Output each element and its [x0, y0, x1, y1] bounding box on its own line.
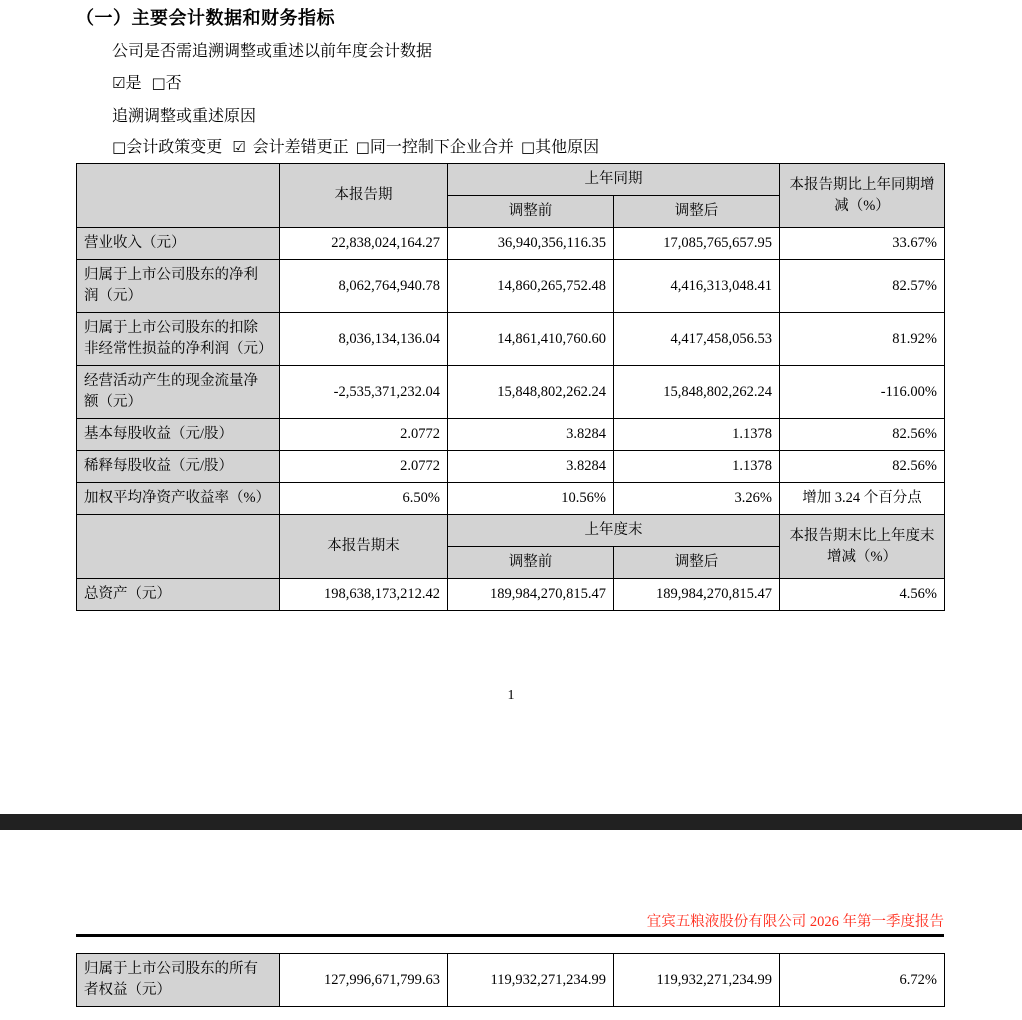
no-checkbox[interactable]: □ — [151, 74, 166, 92]
header-prior-period: 上年同期 — [448, 164, 780, 196]
cell-prior-before: 36,940,356,116.35 — [448, 228, 614, 260]
cell-change: 82.57% — [780, 260, 945, 313]
reason-heading-text: 追溯调整或重述原因 — [112, 108, 257, 125]
reason-label-other: 其他原因 — [535, 139, 600, 156]
cell-change: 81.92% — [780, 313, 945, 366]
row-label: 加权平均净资产收益率（%） — [77, 483, 280, 515]
table-header-row-2 — [77, 515, 945, 547]
cell-prior-after: 189,984,270,815.47 — [614, 579, 780, 611]
reason-checkbox-accounting-policy-change[interactable]: □ — [112, 138, 127, 156]
row-label: 总资产（元） — [77, 579, 280, 611]
cell-current: 2.0772 — [280, 451, 448, 483]
cell-prior-before: 3.8284 — [448, 419, 614, 451]
cell-change: 4.56% — [780, 579, 945, 611]
subheader2-after-adjust: 调整后 — [614, 547, 780, 579]
cell-prior-before: 119,932,271,234.99 — [448, 954, 614, 1007]
cell-current: 8,062,764,940.78 — [280, 260, 448, 313]
cell-prior-after: 4,416,313,048.41 — [614, 260, 780, 313]
table-row — [77, 228, 945, 260]
row-label: 归属于上市公司股东的所有者权益（元） — [77, 954, 280, 1007]
reason-label-common-control-merger: 同一控制下企业合并 — [369, 139, 514, 156]
row-label: 基本每股收益（元/股） — [77, 419, 280, 451]
table-row — [77, 419, 945, 451]
subheader-after-adjust: 调整后 — [614, 196, 780, 228]
subheader2-before-adjust: 调整前 — [448, 547, 614, 579]
reason-label-accounting-policy-change: 会计政策变更 — [126, 139, 223, 156]
cell-prior-before: 14,860,265,752.48 — [448, 260, 614, 313]
cell-change: 增加 3.24 个百分点 — [780, 483, 945, 515]
row-label: 归属于上市公司股东的扣除非经常性损益的净利润（元） — [77, 313, 280, 366]
document-page-2 — [0, 830, 1022, 1020]
table-row — [77, 483, 945, 515]
page-number: 1 — [507, 688, 515, 703]
cell-prior-after: 3.26% — [614, 483, 780, 515]
header-corner-cell — [77, 164, 280, 228]
cell-current: 6.50% — [280, 483, 448, 515]
yes-no-choice-row — [112, 76, 182, 92]
header2-corner-cell — [77, 515, 280, 579]
table-row — [77, 954, 945, 1007]
intro-question-text: 公司是否需追溯调整或重述以前年度会计数据 — [112, 43, 433, 60]
page-title: （一）主要会计数据和财务指标 — [76, 8, 335, 29]
row-label: 归属于上市公司股东的净利润（元） — [77, 260, 280, 313]
cell-change: 6.72% — [780, 954, 945, 1007]
table-row — [77, 451, 945, 483]
no-label: 否 — [165, 75, 182, 92]
row-label: 稀释每股收益（元/股） — [77, 451, 280, 483]
cell-prior-after: 15,848,802,262.24 — [614, 366, 780, 419]
cell-change: 33.67% — [780, 228, 945, 260]
table-row — [77, 366, 945, 419]
cell-change: 82.56% — [780, 451, 945, 483]
reason-checkbox-other[interactable]: □ — [520, 138, 536, 156]
page-separator-band — [0, 814, 1022, 830]
header-current-period: 本报告期 — [280, 164, 448, 228]
header-change-pct: 本报告期比上年同期增减（%） — [780, 164, 945, 228]
subheader-before-adjust: 调整前 — [448, 196, 614, 228]
yes-label: 是 — [125, 75, 142, 92]
header2-prior-year-end: 上年度末 — [448, 515, 780, 547]
cell-change: 82.56% — [780, 419, 945, 451]
reason-label-error-correction: 会计差错更正 — [252, 139, 349, 156]
header2-current-period-end: 本报告期末 — [280, 515, 448, 579]
running-header-text: 宜宾五粮液股份有限公司 2026 年第一季度报告 — [646, 914, 944, 930]
cell-current: 127,996,671,799.63 — [280, 954, 448, 1007]
table-row — [77, 313, 945, 366]
row-label: 经营活动产生的现金流量净额（元） — [77, 366, 280, 419]
cell-prior-after: 17,085,765,657.95 — [614, 228, 780, 260]
table-row — [77, 579, 945, 611]
cell-prior-after: 1.1378 — [614, 451, 780, 483]
cell-current: 8,036,134,136.04 — [280, 313, 448, 366]
cell-change: -116.00% — [780, 366, 945, 419]
cell-prior-before: 14,861,410,760.60 — [448, 313, 614, 366]
cell-current: 22,838,024,164.27 — [280, 228, 448, 260]
cell-prior-before: 189,984,270,815.47 — [448, 579, 614, 611]
reason-checkbox-common-control-merger[interactable]: □ — [355, 138, 370, 156]
table-header-row — [77, 164, 945, 196]
cell-prior-after: 119,932,271,234.99 — [614, 954, 780, 1007]
cell-prior-after: 1.1378 — [614, 419, 780, 451]
cell-prior-before: 3.8284 — [448, 451, 614, 483]
header2-change-pct: 本报告期末比上年度末增减（%） — [780, 515, 945, 579]
cell-current: 198,638,173,212.42 — [280, 579, 448, 611]
main-financial-table — [76, 163, 945, 611]
reason-options-row — [112, 140, 599, 156]
cell-current: 2.0772 — [280, 419, 448, 451]
reason-checkbox-error-correction[interactable]: ☑ — [232, 138, 246, 156]
row-label: 营业收入（元） — [77, 228, 280, 260]
header-rule-divider — [76, 934, 944, 937]
cell-prior-after: 4,417,458,056.53 — [614, 313, 780, 366]
yes-checkbox[interactable]: ☑ — [112, 74, 126, 92]
continued-financial-table — [76, 953, 945, 1007]
cell-current: -2,535,371,232.04 — [280, 366, 448, 419]
cell-prior-before: 10.56% — [448, 483, 614, 515]
table-row — [77, 260, 945, 313]
cell-prior-before: 15,848,802,262.24 — [448, 366, 614, 419]
